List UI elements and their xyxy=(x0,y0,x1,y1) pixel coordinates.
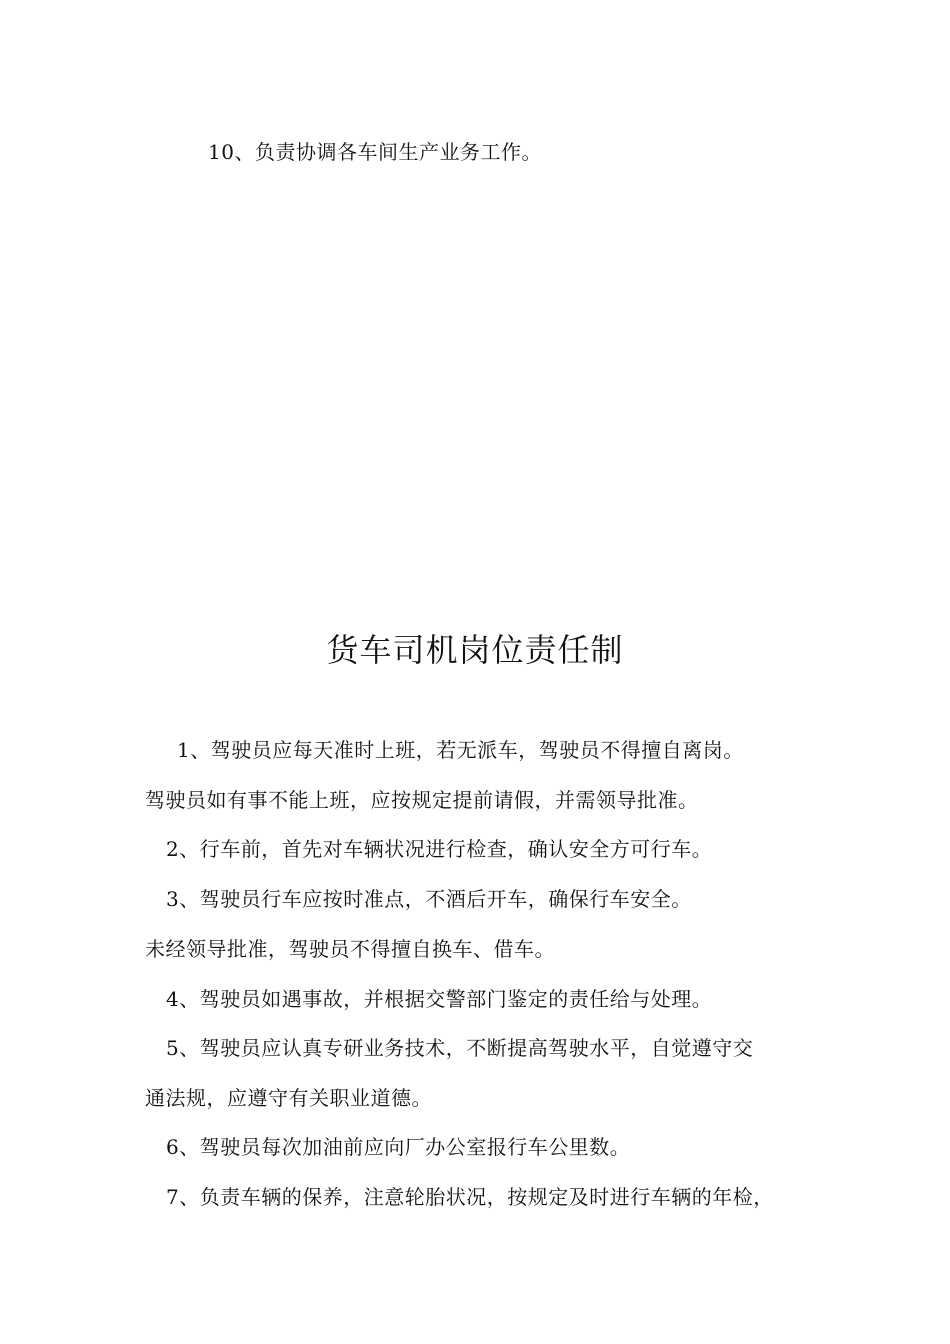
item-1-line-2: 驾驶员如有事不能上班，应按规定提前请假，并需领导批准。 xyxy=(145,788,699,812)
item-7-line-1: 7、负责车辆的保养，注意轮胎状况，按规定及时进行车辆的年检， xyxy=(166,1185,774,1209)
item-4-text: 4、驾驶员如遇事故，并根据交警部门鉴定的责任给与处理。 xyxy=(166,987,713,1011)
item-1-line-1: 1、驾驶员应每天准时上班，若无派车，驾驶员不得擅自离岗。 xyxy=(177,738,744,762)
item-6-text: 6、驾驶员每次加油前应向厂办公室报行车公里数。 xyxy=(166,1135,631,1159)
item-10-text: 10、负责协调各车间生产业务工作。 xyxy=(208,140,542,164)
item-5-line-1: 5、驾驶员应认真专研业务技术，不断提高驾驶水平，自觉遵守交 xyxy=(166,1036,754,1060)
item-3-text: 3、驾驶员行车应按时准点，不酒后开车，确保行车安全。 xyxy=(166,887,692,911)
item-3-continuation: 未经领导批准，驾驶员不得擅自换车、借车。 xyxy=(145,937,555,961)
document-title: 货车司机岗位责任制 xyxy=(326,631,624,669)
item-5-line-2: 通法规，应遵守有关职业道德。 xyxy=(145,1086,432,1110)
item-2-text: 2、行车前，首先对车辆状况进行检查，确认安全方可行车。 xyxy=(166,837,713,861)
